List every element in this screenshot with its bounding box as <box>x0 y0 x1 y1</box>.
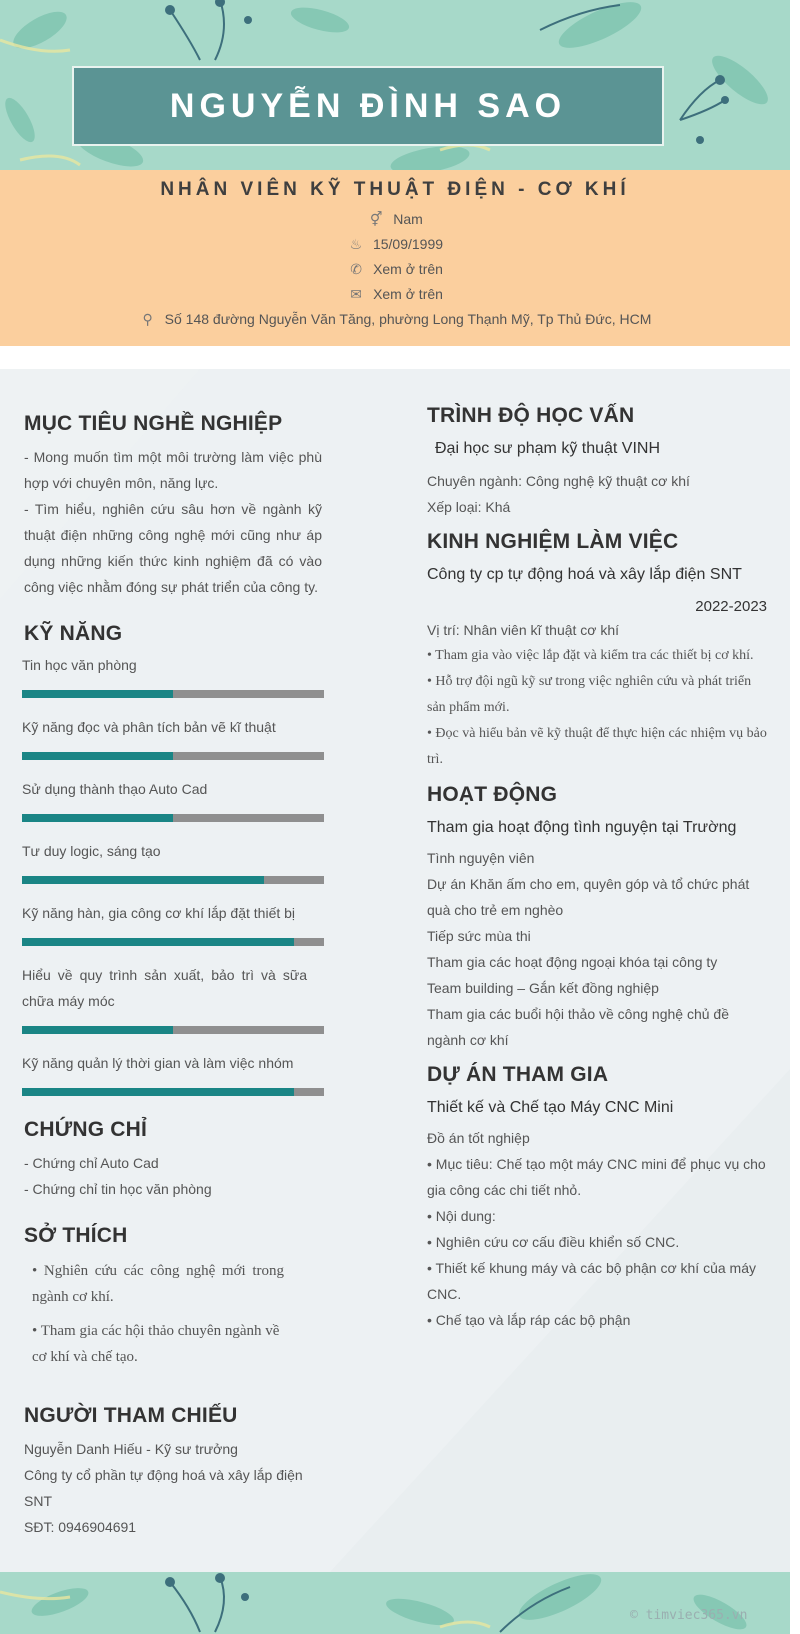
education-major: Chuyên ngành: Công nghệ kỹ thuật cơ khí <box>427 473 690 489</box>
objective-line: - Tìm hiểu, nghiên cứu sâu hơn về ngành kỹ thuật điện những công nghệ mới cũng như áp dụng những kiến thức kinh nghiệm đã có vào công việc nhằm đóng sự phát triển của công ty. <box>24 501 322 595</box>
skill-bar <box>22 752 324 760</box>
skill-bar <box>22 938 324 946</box>
education-grade: Xếp loại: Khá <box>427 499 511 515</box>
address-value: Số 148 đường Nguyễn Văn Tăng, phường Long Thạnh Mỹ, Tp Thủ Đức, HCM <box>164 311 652 327</box>
experience-position: Vị trí: Nhân viên kĩ thuật cơ khí <box>427 622 620 638</box>
hobby-item: • Nghiên cứu các công nghệ mới trong ngành cơ khí. <box>32 1263 284 1305</box>
watermark: © timviec365.vn <box>630 1608 748 1623</box>
personal-info-block <box>0 170 790 346</box>
skill-item <box>22 714 322 760</box>
email-value: Xem ở trên <box>373 286 443 302</box>
envelope-icon: ✉ <box>350 286 362 302</box>
reference-line: Công ty cổ phần tự động hoá và xây lắp điện SNT <box>24 1467 303 1509</box>
skill-bar-fill <box>22 814 173 822</box>
activities-title: HOẠT ĐỘNG <box>427 783 558 806</box>
experience-duty: • Tham gia vào việc lắp đặt và kiểm tra các thiết bị cơ khí. <box>427 648 754 663</box>
project-heading: Thiết kế và Chế tạo Máy CNC Mini <box>427 1099 674 1116</box>
left-column <box>24 369 322 1540</box>
birthday-value: 15/09/1999 <box>372 236 444 252</box>
location-pin-icon: ⚲ <box>142 311 153 327</box>
activity-line: Team building – Gắn kết đồng nghiệp <box>427 980 659 996</box>
skill-bar-fill <box>22 1026 173 1034</box>
skill-label: Tin học văn phòng <box>22 657 137 673</box>
name-banner <box>72 66 664 146</box>
experience-details <box>427 617 767 773</box>
skill-label: Tư duy logic, sáng tạo <box>22 843 161 859</box>
candidate-name: NGUYỄN ĐÌNH SAO <box>169 86 567 125</box>
project-line: • Chế tạo và lắp ráp các bộ phận <box>427 1312 631 1328</box>
activities-list <box>427 845 767 1053</box>
hobbies-list <box>24 1258 284 1370</box>
skill-bar-fill <box>22 690 173 698</box>
projects-title: DỰ ÁN THAM GIA <box>427 1063 609 1086</box>
skill-bar <box>22 1088 324 1096</box>
project-line: • Mục tiêu: Chế tạo một máy CNC mini để phục vụ cho gia công các chi tiết nhỏ. <box>427 1156 766 1198</box>
skill-label: Kỹ năng hàn, gia công cơ khí lắp đặt thiết bị <box>22 905 296 921</box>
project-line: • Thiết kế khung máy và các bộ phận cơ khí của máy CNC. <box>427 1260 756 1302</box>
experience-title: KINH NGHIỆM LÀM VIỆC <box>427 530 679 553</box>
skill-bar-fill <box>22 1088 294 1096</box>
project-line: • Nghiên cứu cơ cấu điều khiển số CNC. <box>427 1234 680 1250</box>
objective-line: - Mong muốn tìm một môi trường làm việc phù hợp với chuyên môn, năng lực. <box>24 449 322 491</box>
project-line: Đồ án tốt nghiệp <box>427 1130 530 1146</box>
skill-bar <box>22 876 324 884</box>
experience-duty: • Đọc và hiểu bản vẽ kỹ thuật để thực hiện các nhiệm vụ bảo trì. <box>427 726 767 767</box>
reference-line: Nguyễn Danh Hiếu - Kỹ sư trưởng <box>24 1441 238 1457</box>
job-title: NHÂN VIÊN KỸ THUẬT ĐIỆN - CƠ KHÍ <box>160 179 630 200</box>
skill-label: Hiểu về quy trình sản xuất, bảo trì và sữa chữa máy móc <box>22 967 307 1009</box>
school-name: Đại học sư phạm kỹ thuật VINH <box>435 440 661 457</box>
gender-value: Nam <box>393 211 423 227</box>
skill-item <box>22 652 322 698</box>
skill-label: Sử dụng thành thạo Auto Cad <box>22 781 208 797</box>
info-address <box>0 307 790 332</box>
info-birthday <box>0 232 790 257</box>
floral-decoration-icon <box>0 1572 790 1634</box>
phone-value: Xem ở trên <box>373 261 443 277</box>
hobbies-title: SỞ THÍCH <box>24 1224 128 1247</box>
certificates-list <box>24 1150 322 1202</box>
info-email <box>0 282 790 307</box>
skill-bar-fill <box>22 752 173 760</box>
certificates-title: CHỨNG CHỈ <box>24 1118 148 1141</box>
activity-line: Tham gia các buổi hội thảo về công nghệ chủ đề ngành cơ khí <box>427 1006 729 1048</box>
education-details <box>427 468 767 520</box>
skill-label: Kỹ năng đọc và phân tích bản vẽ kĩ thuật <box>22 719 276 735</box>
skill-bar <box>22 814 324 822</box>
birthday-cake-icon: ♨ <box>349 236 363 252</box>
info-phone <box>0 257 790 282</box>
activities-heading: Tham gia hoạt động tình nguyện tại Trường <box>427 819 737 836</box>
hobby-item: • Tham gia các hội thảo chuyên ngành về cơ khí và chế tạo. <box>32 1323 280 1365</box>
skill-item <box>22 1050 322 1096</box>
info-gender <box>0 207 790 232</box>
skill-item <box>22 776 322 822</box>
skill-item <box>22 962 322 1034</box>
certificate-item: - Chứng chỉ Auto Cad <box>24 1155 159 1171</box>
activity-line: Tham gia các hoạt động ngoại khóa tại công ty <box>427 954 718 970</box>
reference-line: SĐT: 0946904691 <box>24 1519 137 1535</box>
skill-item <box>22 838 322 884</box>
project-line: • Nội dung: <box>427 1208 496 1224</box>
skill-label: Kỹ năng quản lý thời gian và làm việc nhóm <box>22 1055 294 1071</box>
objective-title: MỤC TIÊU NGHỀ NGHIỆP <box>24 412 283 435</box>
certificate-item: - Chứng chỉ tin học văn phòng <box>24 1181 212 1197</box>
experience-company: Công ty cp tự động hoá và xây lắp điện SNT <box>427 566 742 583</box>
skill-bar <box>22 1026 324 1034</box>
project-details <box>427 1125 767 1333</box>
skill-bar <box>22 690 324 698</box>
experience-duty: • Hỗ trợ đội ngũ kỹ sư trong việc nghiên cứu và phát triển sản phẩm mới. <box>427 674 752 715</box>
objective-text <box>24 444 322 600</box>
activity-line: Dự án Khăn ấm cho em, quyên góp và tổ chức phát quà cho trẻ em nghèo <box>427 876 750 918</box>
phone-icon: ✆ <box>350 261 362 277</box>
activity-line: Tiếp sức mùa thi <box>427 928 531 944</box>
education-title: TRÌNH ĐỘ HỌC VẤN <box>427 404 635 427</box>
skill-bar-fill <box>22 938 294 946</box>
references-list <box>24 1436 322 1540</box>
skills-title: KỸ NĂNG <box>24 622 123 645</box>
gender-icon: ⚥ <box>369 211 383 227</box>
skill-bar-fill <box>22 876 264 884</box>
experience-period: 2022-2023 <box>695 598 767 615</box>
right-column <box>427 369 767 1333</box>
references-title: NGƯỜI THAM CHIẾU <box>24 1404 238 1427</box>
skills-list <box>22 652 322 1096</box>
activity-line: Tình nguyện viên <box>427 850 535 866</box>
skill-item <box>22 900 322 946</box>
bottom-floral-banner <box>0 1572 790 1634</box>
